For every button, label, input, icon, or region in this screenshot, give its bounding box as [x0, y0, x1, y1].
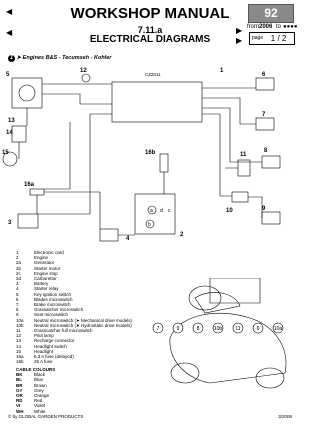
legend-item-text: Grasscatcher full microswitch — [34, 328, 93, 334]
legend-item-text: Brake microswitch — [34, 302, 71, 308]
diagram-label-15: 15 — [2, 150, 9, 156]
diagram-label-a: a — [150, 208, 153, 214]
legend-item-text: Neutral microswitch (➤ Mechanical drive models) — [34, 317, 133, 323]
diagram-label-6: 6 — [262, 72, 266, 78]
legend-item-number: 6 — [16, 296, 19, 302]
legend-item-text: Starter motor — [34, 265, 61, 271]
microswitch-11 — [238, 160, 250, 176]
diagram-label-8: 8 — [264, 148, 268, 154]
legend-item-text: Pilot lamp — [34, 333, 54, 339]
wiring-diagram — [0, 64, 300, 244]
cable-colour-code: OR — [16, 393, 23, 399]
legend-item-text: Neutral microswitch (➤ Hydrostatic drive models) — [34, 322, 132, 328]
legend-item-number: 10a — [16, 317, 24, 323]
next-section-icon[interactable]: ▶ — [236, 26, 243, 35]
diagram-label-c: c — [168, 208, 171, 214]
legend-item-text: Electronic card — [34, 250, 64, 255]
legend-item-text: Generator — [34, 260, 55, 266]
manual-title: WORKSHOP MANUAL — [70, 5, 230, 22]
legend-item-number: 12 — [16, 333, 22, 339]
microswitch-10 — [232, 192, 248, 202]
legend-item-text: Battery — [34, 281, 49, 287]
section-heading-number: 1 — [9, 55, 14, 61]
cable-colour-code: BK — [16, 372, 23, 378]
page-label: page — [252, 35, 264, 41]
cable-colour-name: Orange — [34, 393, 50, 399]
cable-colour-name: Red — [34, 398, 43, 404]
page-value: 1 / 2 — [270, 34, 287, 43]
cable-colour-code: GY — [16, 387, 23, 393]
legend-item-number: 4 — [16, 286, 19, 292]
next-page-icon[interactable]: ▶ — [236, 36, 243, 45]
legend-item-number: 8 — [16, 307, 19, 313]
legend-item-number: 16b — [16, 359, 24, 365]
diagram-label-10: 10 — [226, 208, 233, 214]
diagram-label-9: 9 — [262, 206, 266, 212]
mower-callout-label: 8 — [196, 326, 200, 332]
cable-colour-name: White — [34, 408, 46, 414]
legend-item-text: Seat microswitch — [34, 312, 69, 318]
legend-item-number: 2a — [16, 260, 22, 266]
legend-item-number: 1 — [16, 250, 19, 255]
footer-copyright: © by GLOBAL GARDEN PRODUCTS — [8, 414, 84, 419]
cable-colour-code: BR — [16, 382, 23, 388]
section-heading-text: Engines B&S - Tecumseh - Kohler — [22, 55, 112, 61]
legend-item-text: Grassatcher microswitch — [34, 307, 84, 313]
legend-item-text: Headlight switch — [34, 343, 67, 349]
front-wheel-2 — [256, 368, 284, 388]
mower-callout-label: 9 — [176, 326, 180, 332]
legend-item-text: Headlight — [34, 348, 54, 354]
diagram-label-1: 1 — [220, 68, 224, 74]
from-year: 2006 — [259, 24, 273, 30]
manual-number: 92 — [264, 6, 278, 20]
diagram-label-4: 4 — [126, 236, 130, 242]
fuse-16b — [160, 154, 168, 172]
legend-item-number: 2c — [16, 270, 21, 276]
mower-callout-label: 10b — [213, 326, 223, 332]
key-switch — [12, 78, 42, 108]
manual-number-badge — [248, 4, 294, 23]
mower-callout-label: 10a — [273, 326, 283, 332]
diagram-label-d: d — [160, 208, 163, 214]
legend-item-text: Blades microswitch — [34, 296, 73, 302]
cable-colour-name: Brown — [34, 382, 47, 388]
mower-body — [170, 313, 286, 383]
arrow-icon: ➤ — [16, 55, 22, 61]
diagram-label-3: 3 — [8, 220, 12, 226]
engine-block — [135, 194, 175, 234]
legend-item-number: 15 — [16, 348, 22, 354]
legend-item-number: 16a — [16, 354, 24, 360]
front-wheel — [171, 363, 199, 383]
microswitch-9 — [262, 212, 280, 224]
section-heading — [8, 55, 111, 62]
diagram-label-11: 11 — [240, 152, 247, 158]
fuse-16a — [30, 189, 44, 195]
cable-colour-code: RD — [16, 398, 23, 404]
legend-item-text: Engine — [34, 255, 49, 261]
footer-date: 3/2006 — [278, 414, 292, 419]
diagram-label-14: 14 — [6, 130, 13, 136]
microswitch-6 — [256, 78, 274, 90]
legend-item-number: 7 — [16, 302, 19, 308]
headlight-switch — [12, 126, 26, 142]
component-legend — [16, 250, 132, 364]
microswitch-7 — [256, 118, 274, 130]
legend-item-number: 9 — [16, 312, 19, 318]
legend-item-number: 2 — [16, 255, 19, 261]
legend-item-number: 11 — [16, 328, 21, 334]
electronic-card — [112, 82, 202, 122]
legend-item-number: 2b — [16, 265, 22, 271]
diagram-label-12: 12 — [80, 68, 87, 74]
legend-item-text: 6.3 A fuse (delayed) — [34, 354, 74, 360]
diagram-label-b: b — [148, 222, 151, 228]
mower-callout-label: 6 — [256, 326, 260, 332]
legend-item-number: 14 — [16, 343, 22, 349]
cable-colours — [16, 367, 55, 414]
microswitch-8 — [262, 156, 280, 168]
diagram-label-5: 5 — [6, 72, 10, 78]
cable-colour-name: Grey — [34, 387, 44, 393]
legend-item-number: 3 — [16, 281, 19, 287]
cable-colour-name: Violet — [34, 403, 46, 409]
to-label: to — [276, 24, 282, 30]
cable-colour-code: WH — [16, 408, 24, 414]
battery — [18, 214, 38, 228]
diagram-label-16b: 16b — [145, 150, 156, 156]
cable-colour-code: VI — [16, 403, 21, 409]
mower-callout-label: 11 — [235, 326, 241, 332]
prev-section-icon[interactable]: ◀ — [6, 28, 13, 37]
legend-item-text: Carburettor — [34, 276, 57, 282]
diagram-label-2: 2 — [180, 232, 184, 238]
starter-relay — [100, 229, 118, 241]
section-number: 7.11.a — [137, 25, 163, 35]
legend-item-number: 2d — [16, 276, 22, 282]
legend-item-text: Recharge connector — [34, 338, 75, 344]
from-label: from — [247, 24, 259, 30]
cable-colour-name: Blue — [34, 377, 44, 383]
legend-item-number: 13 — [16, 338, 22, 344]
legend-item-text: Key ignition switch — [34, 291, 72, 297]
cable-colour-code: BL — [16, 377, 22, 383]
section-title: ELECTRICAL DIAGRAMS — [89, 34, 211, 45]
cable-colour-name: Black — [34, 372, 46, 378]
mower-callout-label: 7 — [156, 326, 160, 332]
legend-item-text: Starter relay — [34, 286, 59, 292]
diagram-label-13: 13 — [8, 118, 15, 124]
legend-item-number: 5 — [16, 291, 19, 297]
page-indicator — [249, 32, 295, 45]
prev-page-icon[interactable]: ◀ — [6, 7, 13, 16]
legend-item — [16, 359, 132, 364]
legend-item-text: Engine stop — [34, 270, 58, 276]
rear-wheel — [189, 286, 221, 310]
legend-item-text: 25 A fuse — [34, 359, 53, 365]
cable-colours-title: CABLE COLOURS — [16, 367, 56, 372]
diagram-label-7: 7 — [262, 112, 266, 118]
legend-item-number: 10b — [16, 322, 24, 328]
mower-illustration — [150, 278, 295, 403]
pilot-lamp — [82, 74, 90, 82]
diagram-label-16a: 16a — [24, 182, 35, 188]
to-marks: ●●●● — [283, 24, 298, 30]
ignition-circle — [19, 85, 35, 101]
card-ref: CZ2011 — [145, 72, 161, 77]
page-header — [0, 0, 300, 48]
